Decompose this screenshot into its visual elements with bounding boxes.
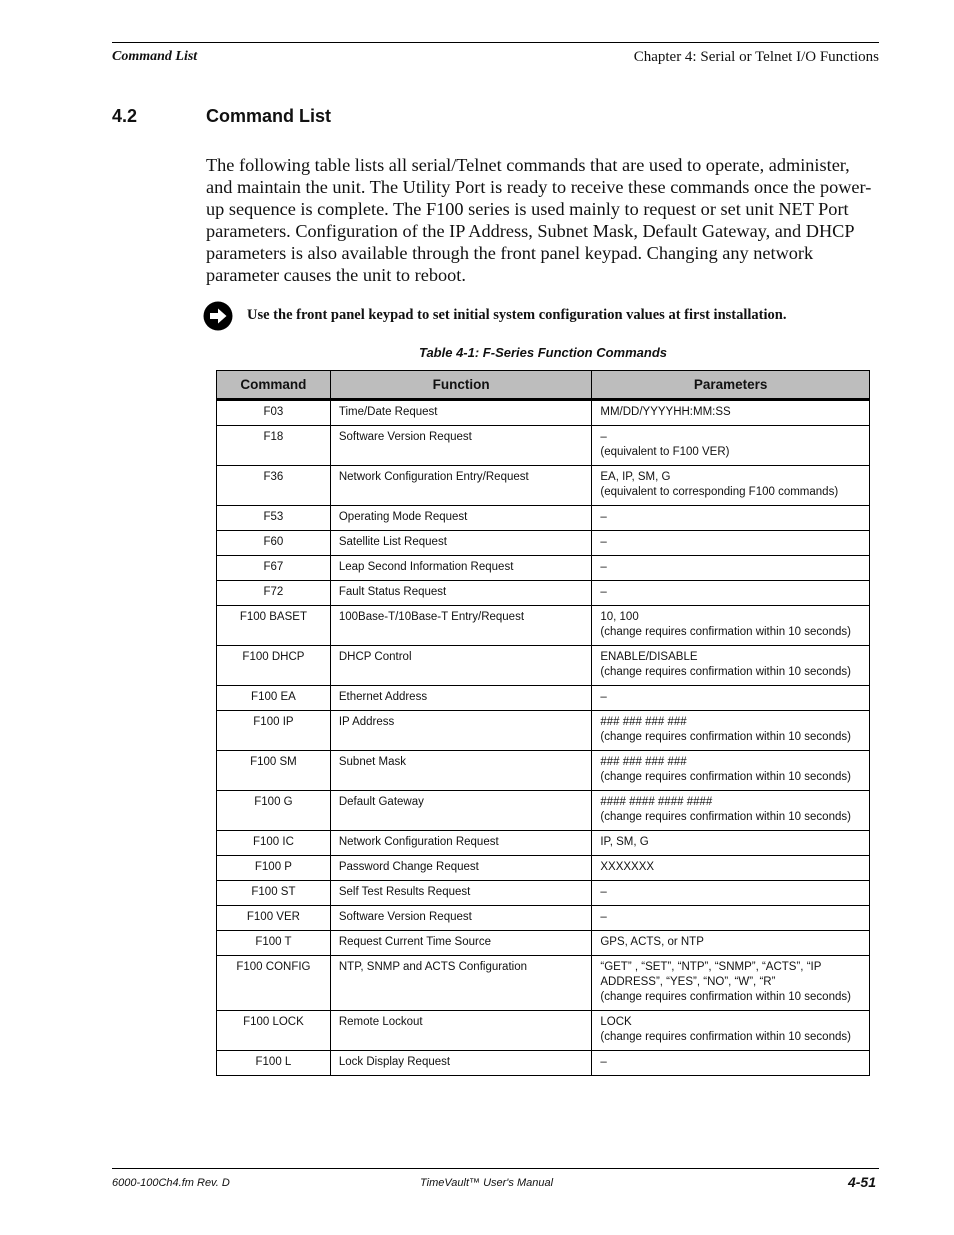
command-cell: F60 [217, 531, 331, 556]
command-cell: F100 L [217, 1051, 331, 1076]
running-header-section: Command List [112, 49, 198, 64]
table-row [217, 931, 870, 956]
intro-paragraph: The following table lists all serial/Telnet commands that are used to operate, administer, and maintain the unit. The Utility Port is ready to receive these commands once the power-up sequence is complete. The F100 series is used mainly to request or set unit NET Port parameters. Configuration of the IP Address, Subnet Mask, Default Gateway, and DHCP parameters is also available through the front panel keypad. Changing any network parameter causes the unit to reboot. [206, 155, 872, 285]
parameters-cell: “GET” , “SET”, “NTP”, “SNMP”, “ACTS”, “IP ADDRESS”, “YES”, “NO”, “W”, “R” (change requires confirmation within 10 seconds) [592, 956, 870, 1011]
command-cell: F100 EA [217, 686, 331, 711]
parameters-cell: 10, 100 (change requires confirmation within 10 seconds) [592, 606, 870, 646]
table-row [217, 831, 870, 856]
parameters-cell: – [592, 881, 870, 906]
command-cell: F100 T [217, 931, 331, 956]
parameters-cell: – [592, 906, 870, 931]
command-cell: F36 [217, 466, 331, 506]
table-row [217, 1011, 870, 1051]
table-row [217, 686, 870, 711]
table-row [217, 881, 870, 906]
function-cell: Satellite List Request [330, 531, 592, 556]
table-row [217, 956, 870, 1011]
parameters-cell: – [592, 686, 870, 711]
table-caption: Table 4-1: F-Series Function Commands [418, 345, 667, 360]
parameters-cell: IP, SM, G [592, 831, 870, 856]
parameters-cell: #### #### #### #### (change requires confirmation within 10 seconds) [592, 791, 870, 831]
parameters-cell: ENABLE/DISABLE (change requires confirmation within 10 seconds) [592, 646, 870, 686]
function-cell: NTP, SNMP and ACTS Configuration [330, 956, 592, 1011]
table-row [217, 426, 870, 466]
table-row [217, 531, 870, 556]
note-text: Use the front panel keypad to set initial system configuration values at first installation. [247, 307, 787, 323]
section-number: 4.2 [112, 106, 138, 126]
function-cell: Network Configuration Entry/Request [330, 466, 592, 506]
function-cell: IP Address [330, 711, 592, 751]
running-header-chapter: Chapter 4: Serial or Telnet I/O Functions [633, 49, 879, 65]
parameters-cell: GPS, ACTS, or NTP [592, 931, 870, 956]
command-cell: F100 ST [217, 881, 331, 906]
footer-manual-title: TimeVault™ User's Manual [420, 1177, 554, 1189]
function-cell: Leap Second Information Request [330, 556, 592, 581]
function-cell: Password Change Request [330, 856, 592, 881]
command-cell: F100 CONFIG [217, 956, 331, 1011]
function-cell: Operating Mode Request [330, 506, 592, 531]
header-rule [112, 42, 879, 43]
footer-file-info: 6000-100Ch4.fm Rev. D [112, 1177, 230, 1189]
parameters-cell: – (equivalent to F100 VER) [592, 426, 870, 466]
parameters-cell: – [592, 556, 870, 581]
commands-table [216, 370, 870, 1076]
command-cell: F100 IC [217, 831, 331, 856]
parameters-cell: – [592, 531, 870, 556]
footer-rule [112, 1168, 879, 1169]
header-command: Command [217, 371, 331, 400]
page-number: 4-51 [847, 1174, 876, 1190]
parameters-cell: – [592, 506, 870, 531]
table-row [217, 506, 870, 531]
parameters-cell: – [592, 581, 870, 606]
command-cell: F72 [217, 581, 331, 606]
function-cell: Software Version Request [330, 426, 592, 466]
table-row [217, 791, 870, 831]
function-cell: Remote Lockout [330, 1011, 592, 1051]
command-cell: F100 BASET [217, 606, 331, 646]
table-row [217, 646, 870, 686]
function-cell: Subnet Mask [330, 751, 592, 791]
parameters-cell: ### ### ### ### (change requires confirmation within 10 seconds) [592, 751, 870, 791]
section-title: Command List [206, 106, 332, 126]
function-cell: Lock Display Request [330, 1051, 592, 1076]
function-cell: Fault Status Request [330, 581, 592, 606]
command-cell: F67 [217, 556, 331, 581]
table-row [217, 400, 870, 426]
table-row [217, 556, 870, 581]
command-cell: F100 G [217, 791, 331, 831]
table-row [217, 466, 870, 506]
table-row [217, 1051, 870, 1076]
command-cell: F100 P [217, 856, 331, 881]
function-cell: Default Gateway [330, 791, 592, 831]
function-cell: Software Version Request [330, 906, 592, 931]
function-cell: Ethernet Address [330, 686, 592, 711]
header-function: Function [330, 371, 592, 400]
table-row [217, 751, 870, 791]
table-row [217, 711, 870, 751]
parameters-cell: LOCK (change requires confirmation within 10 seconds) [592, 1011, 870, 1051]
table-header-row [217, 371, 870, 400]
command-cell: F100 SM [217, 751, 331, 791]
command-cell: F53 [217, 506, 331, 531]
function-cell: Network Configuration Request [330, 831, 592, 856]
table-row [217, 906, 870, 931]
function-cell: Self Test Results Request [330, 881, 592, 906]
header-parameters: Parameters [592, 371, 870, 400]
parameters-cell: EA, IP, SM, G (equivalent to corresponding F100 commands) [592, 466, 870, 506]
command-cell: F100 IP [217, 711, 331, 751]
table-row [217, 606, 870, 646]
parameters-cell: – [592, 1051, 870, 1076]
function-cell: DHCP Control [330, 646, 592, 686]
command-cell: F100 DHCP [217, 646, 331, 686]
parameters-cell: XXXXXXX [592, 856, 870, 881]
function-cell: Time/Date Request [330, 400, 592, 426]
table-row [217, 581, 870, 606]
command-cell: F18 [217, 426, 331, 466]
parameters-cell: MM/DD/YYYYHH:MM:SS [592, 400, 870, 426]
parameters-cell: ### ### ### ### (change requires confirmation within 10 seconds) [592, 711, 870, 751]
command-cell: F03 [217, 400, 331, 426]
command-cell: F100 VER [217, 906, 331, 931]
table-row [217, 856, 870, 881]
function-cell: 100Base-T/10Base-T Entry/Request [330, 606, 592, 646]
function-cell: Request Current Time Source [330, 931, 592, 956]
arrow-right-circle-icon [203, 301, 233, 331]
command-cell: F100 LOCK [217, 1011, 331, 1051]
